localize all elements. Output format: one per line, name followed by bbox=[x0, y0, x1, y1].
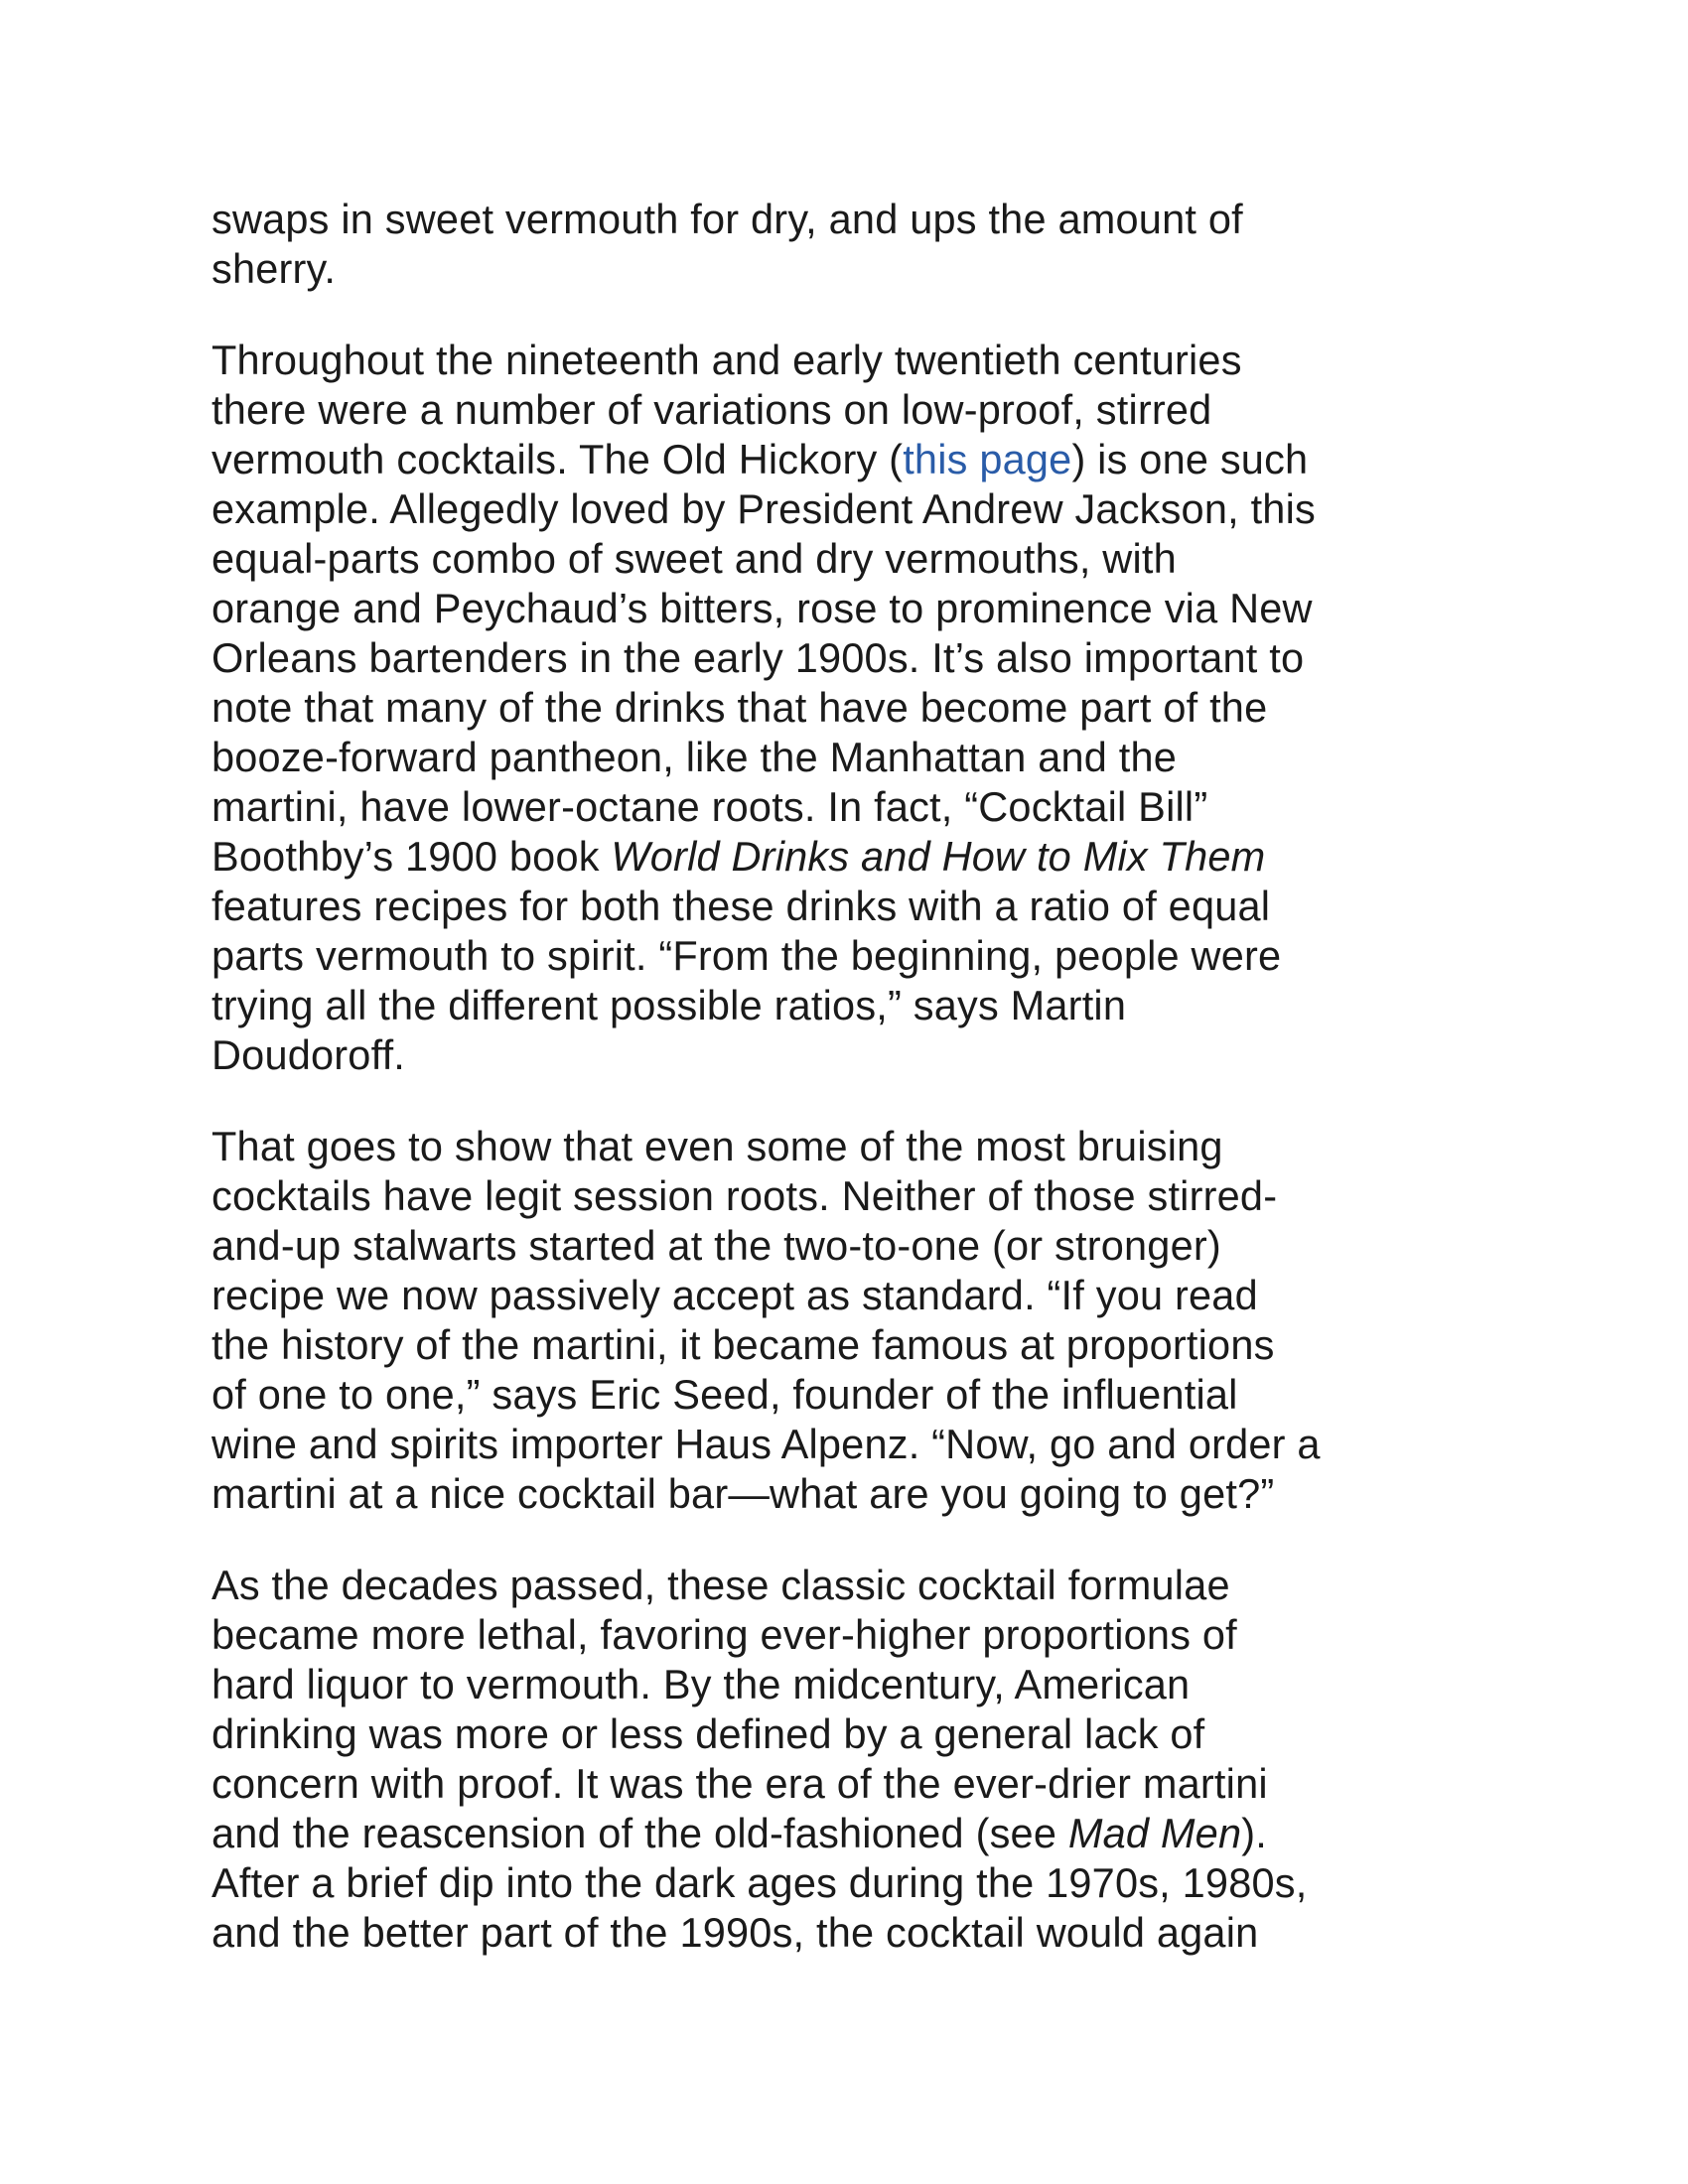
text-line: After a brief dip into the dark ages during the 1970s, 1980s, bbox=[211, 1859, 1308, 1906]
paragraph-2 bbox=[211, 336, 1492, 1080]
text-line: recipe we now passively accept as standard. “If you read bbox=[211, 1272, 1258, 1318]
text-line: cocktails have legit session roots. Neither of those stirred- bbox=[211, 1172, 1278, 1219]
document-page bbox=[211, 195, 1492, 1999]
text-line: note that many of the drinks that have become part of the bbox=[211, 684, 1268, 731]
text-line: Doudoroff. bbox=[211, 1031, 406, 1078]
text-line: there were a number of variations on low-proof, stirred bbox=[211, 386, 1212, 433]
paragraph-4 bbox=[211, 1561, 1492, 1958]
text-line: booze-forward pantheon, like the Manhattan and the bbox=[211, 734, 1178, 780]
paragraph-1 bbox=[211, 195, 1492, 294]
text-line: orange and Peychaud’s bitters, rose to prominence via New bbox=[211, 585, 1313, 631]
text-line: concern with proof. It was the era of the ever-drier martini bbox=[211, 1760, 1268, 1807]
text-line: sherry. bbox=[211, 245, 337, 292]
text-line: Throughout the nineteenth and early twentieth centuries bbox=[211, 337, 1242, 383]
book-title: World Drinks and How to Mix Them bbox=[611, 833, 1266, 880]
text-line-with-link bbox=[211, 435, 1492, 484]
text-line: swaps in sweet vermouth for dry, and ups the amount of bbox=[211, 196, 1243, 242]
text-fragment: and the reascension of the old-fashioned (see bbox=[211, 1810, 1068, 1856]
text-fragment: ) is one such bbox=[1071, 436, 1309, 482]
text-line-with-book-title bbox=[211, 832, 1492, 882]
text-line: As the decades passed, these classic cocktail formulae bbox=[211, 1562, 1230, 1608]
text-line: of one to one,” says Eric Seed, founder of the influential bbox=[211, 1371, 1238, 1418]
text-fragment: Boothby’s 1900 book bbox=[211, 833, 612, 880]
text-line: example. Allegedly loved by President Andrew Jackson, this bbox=[211, 485, 1316, 532]
text-fragment: ). bbox=[1241, 1810, 1267, 1856]
text-line: Orleans bartenders in the early 1900s. It’s also important to bbox=[211, 634, 1305, 681]
text-line: wine and spirits importer Haus Alpenz. “Now, go and order a bbox=[211, 1421, 1321, 1467]
text-line: martini, have lower-octane roots. In fact, “Cocktail Bill” bbox=[211, 783, 1208, 830]
text-line: parts vermouth to spirit. “From the beginning, people were bbox=[211, 932, 1282, 979]
text-line: martini at a nice cocktail bar—what are you going to get?” bbox=[211, 1470, 1275, 1517]
text-line: and-up stalwarts started at the two-to-one (or stronger) bbox=[211, 1222, 1221, 1269]
text-line: and the better part of the 1990s, the cocktail would again bbox=[211, 1909, 1259, 1956]
show-title: Mad Men bbox=[1067, 1810, 1242, 1856]
text-line: equal-parts combo of sweet and dry vermouths, with bbox=[211, 535, 1177, 582]
text-line: became more lethal, favoring ever-higher proportions of bbox=[211, 1611, 1237, 1658]
paragraph-3 bbox=[211, 1122, 1492, 1519]
text-line: hard liquor to vermouth. By the midcentury, American bbox=[211, 1661, 1191, 1707]
text-line: drinking was more or less defined by a general lack of bbox=[211, 1710, 1205, 1757]
text-line: trying all the different possible ratios,” says Martin bbox=[211, 982, 1127, 1028]
this-page-link[interactable]: this page bbox=[903, 436, 1072, 482]
text-line: the history of the martini, it became famous at proportions bbox=[211, 1321, 1275, 1368]
text-fragment: vermouth cocktails. The Old Hickory ( bbox=[211, 436, 904, 482]
text-line-with-show-title bbox=[211, 1809, 1492, 1858]
text-line: That goes to show that even some of the most bruising bbox=[211, 1123, 1223, 1169]
text-line: features recipes for both these drinks with a ratio of equal bbox=[211, 883, 1271, 929]
